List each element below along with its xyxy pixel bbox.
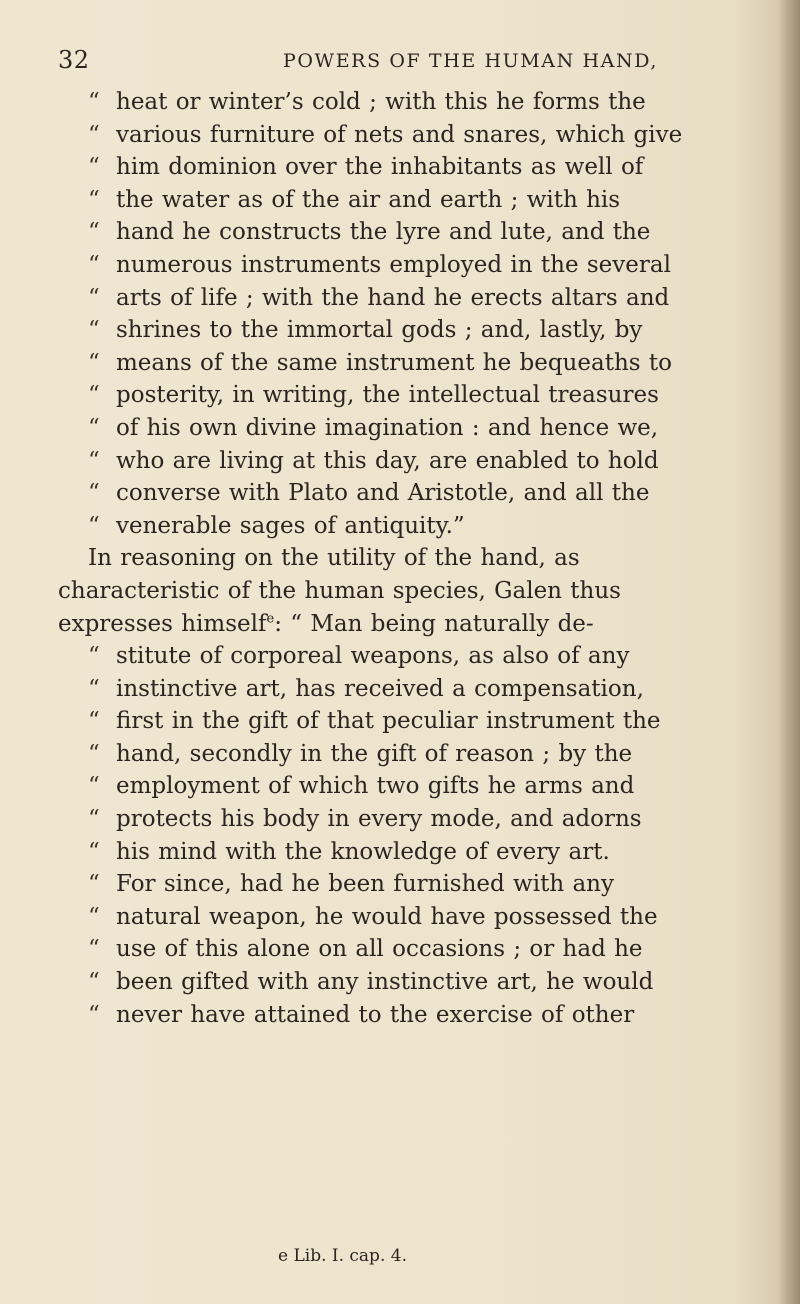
- quote-mark: “: [88, 512, 100, 539]
- quote-mark: “: [88, 447, 100, 474]
- quote-mark: “: [88, 121, 100, 148]
- line-text: stitute of corporeal weapons, as also of any: [116, 643, 630, 670]
- text-line: [88, 836, 748, 869]
- text-line: [88, 933, 748, 966]
- line-text: arts of life ; with the hand he erects altars and: [116, 284, 670, 311]
- quote-mark: “: [88, 219, 100, 246]
- quote-mark: “: [88, 414, 100, 441]
- text-line: [88, 184, 748, 217]
- text-line: [88, 705, 748, 738]
- line-text: numerous instruments employed in the several: [116, 251, 671, 278]
- text-line: [88, 282, 748, 315]
- quote-mark: “: [88, 154, 100, 181]
- body-text: [58, 86, 748, 1031]
- line-text: hand he constructs the lyre and lute, and the: [116, 219, 651, 246]
- quote-mark: “: [88, 1001, 100, 1028]
- quote-mark: “: [88, 382, 100, 409]
- page-header: [58, 46, 748, 86]
- quote-mark: “: [88, 643, 100, 670]
- line-text: means of the same instrument he bequeaths to: [116, 349, 672, 376]
- running-head: POWERS OF THE HUMAN HAND,: [283, 50, 659, 72]
- quote-mark: “: [88, 317, 100, 344]
- text-line: [88, 477, 748, 510]
- text-line: [88, 640, 748, 673]
- text-line: [88, 510, 748, 543]
- line-text-continued: : “ Man being naturally de-: [274, 610, 594, 637]
- line-text: employment of which two gifts he arms and: [116, 773, 635, 800]
- line-text: hand, secondly in the gift of reason ; by the: [116, 740, 633, 767]
- text-line: [88, 445, 748, 478]
- quote-mark: “: [88, 480, 100, 507]
- line-text: been gifted with any instinctive art, he would: [116, 969, 654, 996]
- footnote: e Lib. I. cap. 4.: [278, 1246, 407, 1266]
- quote-mark: “: [88, 969, 100, 996]
- quote-mark: “: [88, 349, 100, 376]
- text-line: [88, 314, 748, 347]
- quote-mark: “: [88, 773, 100, 800]
- quote-mark: “: [88, 936, 100, 963]
- line-text: his mind with the knowledge of every art.: [116, 838, 610, 865]
- quote-mark: “: [88, 186, 100, 213]
- line-text: of his own divine imagination : and hence we,: [116, 414, 659, 441]
- line-text: In reasoning on the utility of the hand, as: [88, 545, 580, 572]
- line-text: protects his body in every mode, and adorns: [116, 806, 642, 833]
- text-line: [88, 86, 748, 119]
- quote-mark: “: [88, 675, 100, 702]
- text-line: [88, 803, 748, 836]
- text-line: [88, 738, 748, 771]
- line-text: never have attained to the exercise of other: [116, 1001, 635, 1028]
- quote-mark: “: [88, 838, 100, 865]
- text-line: [88, 542, 748, 575]
- line-text: instinctive art, has received a compensation,: [116, 675, 644, 702]
- line-text: who are living at this day, are enabled to hold: [116, 447, 659, 474]
- text-line: [88, 347, 748, 380]
- text-line: [88, 412, 748, 445]
- quote-mark: “: [88, 89, 100, 115]
- line-text: characteristic of the human species, Galen thus: [58, 577, 621, 604]
- text-line: [88, 119, 748, 152]
- text-line: [58, 575, 748, 608]
- text-line: [88, 249, 748, 282]
- line-text: natural weapon, he would have possessed the: [116, 903, 658, 930]
- line-text: converse with Plato and Aristotle, and all the: [116, 480, 650, 507]
- footnote-marker: e: [266, 610, 275, 626]
- line-text: use of this alone on all occasions ; or had he: [116, 936, 643, 963]
- line-text: posterity, in writing, the intellectual treasures: [116, 382, 659, 409]
- text-line: [88, 151, 748, 184]
- text-line: [88, 901, 748, 934]
- line-text: him dominion over the inhabitants as well of: [116, 154, 644, 181]
- line-text: various furniture of nets and snares, which give: [116, 121, 683, 148]
- quote-mark: “: [88, 284, 100, 311]
- line-text: the water as of the air and earth ; with his: [116, 186, 621, 213]
- line-text: venerable sages of antiquity.”: [116, 512, 465, 539]
- quote-mark: “: [88, 871, 100, 898]
- text-line: [88, 673, 748, 706]
- quote-mark: “: [88, 903, 100, 930]
- quote-mark: “: [88, 251, 100, 278]
- text-line: [88, 966, 748, 999]
- line-text: expresses himself: [58, 610, 267, 637]
- text-line: [88, 216, 748, 249]
- page-edge-shadow: [778, 0, 800, 1304]
- line-text: shrines to the immortal gods ; and, lastly, by: [116, 317, 643, 344]
- quote-mark: “: [88, 806, 100, 833]
- quote-mark: “: [88, 740, 100, 767]
- quote-mark: “: [88, 708, 100, 735]
- text-line: [88, 999, 748, 1032]
- page-number: 32: [58, 46, 90, 74]
- line-text: heat or winter’s cold ; with this he forms the: [116, 89, 646, 115]
- text-line: [88, 379, 748, 412]
- text-line: [88, 770, 748, 803]
- line-text: first in the gift of that peculiar instrument the: [116, 708, 661, 735]
- line-text: For since, had he been furnished with any: [116, 871, 614, 898]
- text-line: [58, 608, 748, 641]
- text-line: [88, 868, 748, 901]
